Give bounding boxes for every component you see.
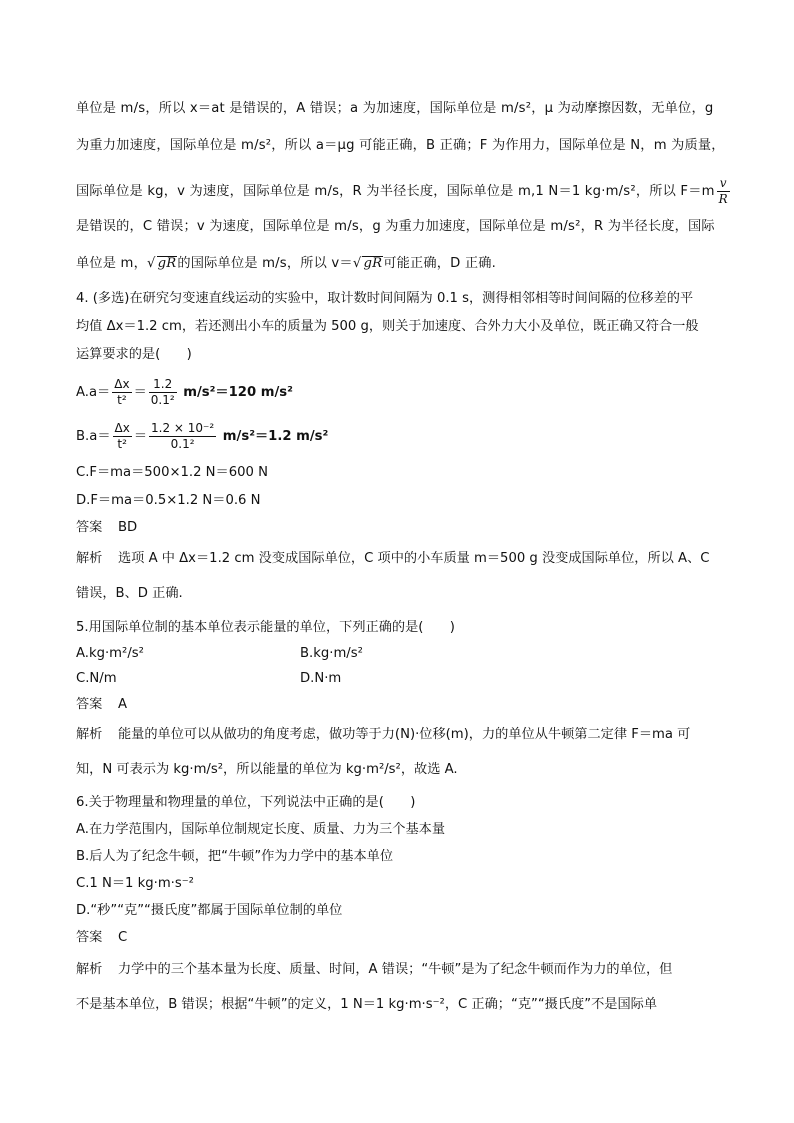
text-segment: 单位是 m， bbox=[76, 256, 147, 271]
question-5-options-row bbox=[76, 646, 363, 661]
equals-sign: ＝ bbox=[133, 385, 147, 401]
analysis-text: 力学中的三个基本量为长度、质量、时间，A 错误；“牛顿”是为了纪念牛顿而作为力的单位，但 bbox=[118, 962, 673, 977]
text-line bbox=[76, 177, 732, 205]
question-4-stem: 均值 Δx＝1.2 cm，若还测出小车的质量为 500 g，则关于加速度、合外力大小及单位，既正确又符合一般 bbox=[76, 319, 699, 334]
question-5-answer bbox=[76, 698, 127, 711]
question-4-stem: 运算要求的是( ) bbox=[76, 347, 192, 362]
question-4-answer bbox=[76, 521, 137, 534]
analysis-label: 解析 bbox=[76, 551, 103, 566]
fraction-numerator: Δx bbox=[114, 421, 130, 435]
question-5-analysis bbox=[76, 728, 690, 741]
question-6-analysis bbox=[76, 963, 672, 976]
question-4-analysis bbox=[76, 552, 709, 565]
question-5-stem: 5.用国际单位制的基本单位表示能量的单位，下列正确的是( ) bbox=[76, 620, 455, 635]
answer-value: C bbox=[118, 930, 128, 945]
fraction-numerator: 1.2 × 10⁻² bbox=[151, 421, 215, 435]
analysis-label: 解析 bbox=[76, 727, 103, 742]
option-text: m/s²＝1.2 m/s² bbox=[218, 429, 329, 445]
text-segment: 国际单位是 kg，v 为速度，国际单位是 m/s，R 为半径长度，国际单位是 m,1 N＝1 kg·m/s²，所以 F＝m bbox=[76, 184, 715, 200]
option-text: m/s²＝120 m/s² bbox=[178, 385, 293, 401]
text-segment: 的国际单位是 m/s，所以 v＝ bbox=[177, 256, 353, 271]
analysis-text: 能量的单位可以从做功的角度考虑，做功等于力(N)·位移(m)，力的单位从牛顿第二定律 F＝ma 可 bbox=[118, 727, 691, 742]
fraction-denominator: R bbox=[718, 191, 728, 206]
fraction-denominator: t² bbox=[117, 392, 127, 407]
sqrt-radicand: gR bbox=[157, 256, 177, 271]
question-6-analysis: 不是基本单位，B 错误；根据“牛顿”的定义，1 N＝1 kg·m·s⁻²，C 正确；“克”“摄氏度”不是国际单 bbox=[76, 997, 658, 1012]
question-5-option-a: A.kg·m²/s² bbox=[76, 646, 144, 661]
fraction-denominator: t² bbox=[117, 436, 127, 451]
question-4-option-b bbox=[76, 422, 328, 450]
text-line bbox=[76, 256, 496, 270]
answer-label: 答案 bbox=[76, 697, 103, 712]
answer-value: BD bbox=[118, 520, 138, 535]
question-6-option-d: D.“秒”“克”“摄氏度”都属于国际单位制的单位 bbox=[76, 903, 343, 918]
sqrt-sign: √ bbox=[147, 256, 156, 271]
answer-value: A bbox=[118, 697, 128, 712]
question-4-option-c: C.F＝ma＝500×1.2 N＝600 N bbox=[76, 465, 268, 480]
option-label: B.a＝ bbox=[76, 429, 111, 445]
text-segment: 可能正确，D 正确. bbox=[383, 256, 497, 271]
fraction-numerator: Δx bbox=[114, 377, 130, 391]
analysis-label: 解析 bbox=[76, 962, 103, 977]
question-6-answer bbox=[76, 931, 127, 944]
answer-label: 答案 bbox=[76, 930, 103, 945]
fraction-v-over-r bbox=[717, 177, 730, 205]
text-line: 为重力加速度，国际单位是 m/s²，所以 a＝μg 可能正确，B 正确；F 为作用力，国际单位是 N，m 为质量， bbox=[76, 138, 725, 153]
fraction bbox=[113, 422, 132, 450]
question-5-analysis: 知，N 可表示为 kg·m/s²，所以能量的单位为 kg·m²/s²，故选 A. bbox=[76, 762, 458, 777]
fraction-numerator: v bbox=[717, 177, 730, 192]
question-4-option-a bbox=[76, 378, 293, 406]
question-5-option-d: D.N·m bbox=[300, 671, 342, 686]
sqrt-sign: √ bbox=[352, 256, 362, 271]
question-6-option-b: B.后人为了纪念牛顿，把“牛顿”作为力学中的基本单位 bbox=[76, 849, 394, 864]
fraction bbox=[149, 422, 216, 450]
option-label: A.a＝ bbox=[76, 385, 111, 401]
fraction-denominator: 0.1² bbox=[150, 392, 175, 407]
question-4-stem: 4. (多选)在研究匀变速直线运动的实验中，取计数时间间隔为 0.1 s，测得相邻相等时间间隔的位移差的平 bbox=[76, 291, 694, 306]
text-line: 是错误的，C 错误；v 为速度，国际单位是 m/s，g 为重力加速度，国际单位是 m/s²，R 为半径长度，国际 bbox=[76, 219, 715, 234]
answer-label: 答案 bbox=[76, 520, 103, 535]
fraction bbox=[112, 378, 131, 406]
sqrt-radicand: gR bbox=[363, 256, 383, 271]
fraction-numerator: 1.2 bbox=[149, 378, 177, 393]
question-4-analysis: 错误，B、D 正确. bbox=[76, 586, 183, 601]
text-line: 单位是 m/s，所以 x＝at 是错误的，A 错误；a 为加速度，国际单位是 m/s²，μ 为动摩擦因数，无单位，g bbox=[76, 101, 714, 116]
equals-sign: ＝ bbox=[133, 429, 148, 445]
fraction-denominator: 0.1² bbox=[170, 436, 195, 451]
question-5-option-c: C.N/m bbox=[76, 671, 117, 686]
question-5-options-row bbox=[76, 671, 342, 686]
question-6-option-c: C.1 N＝1 kg·m·s⁻² bbox=[76, 876, 194, 891]
question-5-option-b: B.kg·m/s² bbox=[300, 646, 363, 661]
question-6-option-a: A.在力学范围内，国际单位制规定长度、质量、力为三个基本量 bbox=[76, 822, 446, 837]
question-4-option-d: D.F＝ma＝0.5×1.2 N＝0.6 N bbox=[76, 493, 261, 508]
analysis-text: 选项 A 中 Δx＝1.2 cm 没变成国际单位，C 项中的小车质量 m＝500 g 没变成国际单位，所以 A、C bbox=[118, 551, 710, 566]
question-6-stem: 6.关于物理量和物理量的单位，下列说法中正确的是( ) bbox=[76, 795, 416, 810]
fraction bbox=[149, 378, 177, 406]
